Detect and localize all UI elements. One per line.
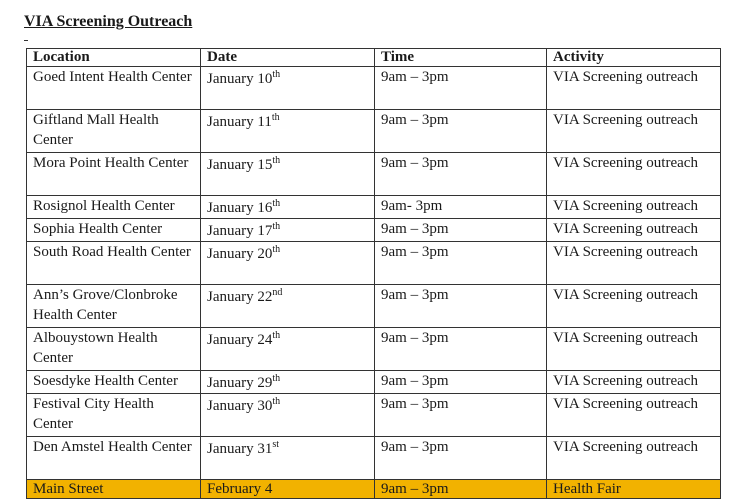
cell-activity: VIA Screening outreach: [547, 196, 721, 219]
date-text: January 30: [207, 398, 273, 414]
table-row: [27, 328, 721, 371]
cell-location: Mora Point Health Center: [27, 153, 201, 196]
cell-time: 9am – 3pm: [375, 219, 547, 242]
cell-activity: Health Fair: [547, 480, 721, 499]
table-row: [27, 153, 721, 196]
date-suffix: th: [272, 244, 281, 255]
cell-time: 9am- 3pm: [375, 196, 547, 219]
date-text: February 4: [207, 481, 273, 497]
cell-date: [201, 285, 375, 328]
cell-location: Goed Intent Health Center: [27, 67, 201, 110]
cell-date: [201, 110, 375, 153]
cell-activity: VIA Screening outreach: [547, 328, 721, 371]
date-suffix: nd: [272, 287, 283, 298]
date-suffix: th: [272, 330, 281, 341]
cell-time: 9am – 3pm: [375, 480, 547, 499]
date-text: January 15: [207, 157, 273, 173]
column-header-activity: Activity: [547, 49, 721, 67]
page-title: VIA Screening Outreach: [24, 13, 193, 30]
date-text: January 16: [207, 200, 273, 216]
cell-location: Den Amstel Health Center: [27, 437, 201, 480]
date-suffix: th: [272, 373, 281, 384]
cell-location: Main Street: [27, 480, 201, 499]
date-text: January 10: [207, 71, 273, 87]
cell-date: [201, 371, 375, 394]
cell-activity: VIA Screening outreach: [547, 242, 721, 285]
date-suffix: th: [272, 396, 281, 407]
date-text: January 24: [207, 332, 273, 348]
date-suffix: th: [272, 221, 281, 232]
cell-location: Albouystown Health Center: [27, 328, 201, 371]
cell-location: Soesdyke Health Center: [27, 371, 201, 394]
date-text: January 22: [207, 289, 273, 305]
cell-activity: VIA Screening outreach: [547, 67, 721, 110]
cell-location: Rosignol Health Center: [27, 196, 201, 219]
cell-time: 9am – 3pm: [375, 328, 547, 371]
column-header-date: Date: [201, 49, 375, 67]
column-header-location: Location: [27, 49, 201, 67]
cell-date: [201, 153, 375, 196]
date-suffix: th: [272, 198, 281, 209]
table-row: [27, 110, 721, 153]
schedule-table: [26, 48, 721, 499]
cell-location: Ann’s Grove/Clonbroke Health Center: [27, 285, 201, 328]
dash-mark: [24, 40, 28, 41]
cell-date: [201, 196, 375, 219]
cell-date: [201, 328, 375, 371]
column-header-time: Time: [375, 49, 547, 67]
table-row: [27, 285, 721, 328]
table-row: [27, 67, 721, 110]
cell-date: [201, 480, 375, 499]
cell-location: South Road Health Center: [27, 242, 201, 285]
table-row: [27, 371, 721, 394]
cell-activity: VIA Screening outreach: [547, 285, 721, 328]
table-row: [27, 196, 721, 219]
table-row: [27, 219, 721, 242]
cell-time: 9am – 3pm: [375, 242, 547, 285]
cell-time: 9am – 3pm: [375, 153, 547, 196]
cell-date: [201, 219, 375, 242]
table-row: [27, 242, 721, 285]
cell-time: 9am – 3pm: [375, 285, 547, 328]
cell-time: 9am – 3pm: [375, 394, 547, 437]
table-row-highlighted: [27, 480, 721, 499]
cell-date: [201, 242, 375, 285]
table-header-row: [27, 49, 721, 67]
cell-date: [201, 437, 375, 480]
cell-time: 9am – 3pm: [375, 437, 547, 480]
cell-activity: VIA Screening outreach: [547, 153, 721, 196]
date-suffix: th: [272, 155, 281, 166]
date-suffix: st: [272, 439, 280, 450]
date-text: January 17: [207, 223, 273, 239]
cell-activity: VIA Screening outreach: [547, 394, 721, 437]
date-text: January 29: [207, 375, 273, 391]
table-row: [27, 394, 721, 437]
cell-location: Festival City Health Center: [27, 394, 201, 437]
cell-time: 9am – 3pm: [375, 110, 547, 153]
cell-date: [201, 67, 375, 110]
cell-activity: VIA Screening outreach: [547, 437, 721, 480]
cell-location: Sophia Health Center: [27, 219, 201, 242]
date-text: January 11: [207, 114, 272, 130]
cell-date: [201, 394, 375, 437]
table-row: [27, 437, 721, 480]
cell-time: 9am – 3pm: [375, 67, 547, 110]
cell-time: 9am – 3pm: [375, 371, 547, 394]
date-text: January 20: [207, 246, 273, 262]
cell-activity: VIA Screening outreach: [547, 219, 721, 242]
date-suffix: th: [272, 69, 281, 80]
date-text: January 31: [207, 441, 273, 457]
date-suffix: th: [271, 112, 280, 123]
cell-activity: VIA Screening outreach: [547, 110, 721, 153]
cell-activity: VIA Screening outreach: [547, 371, 721, 394]
cell-location: Giftland Mall Health Center: [27, 110, 201, 153]
